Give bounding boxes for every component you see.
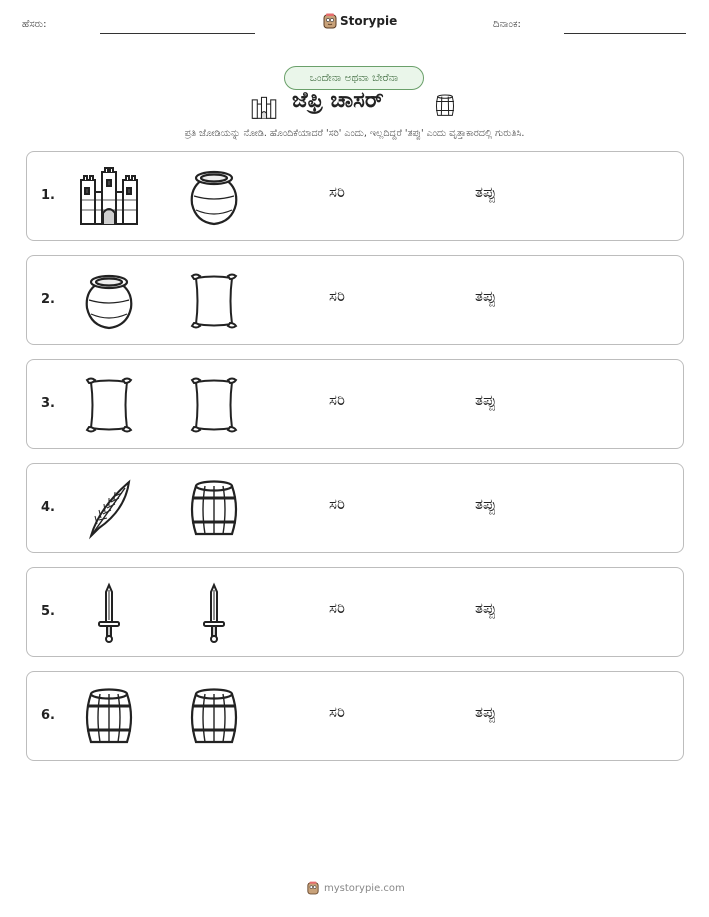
option-correct[interactable]: ಸರಿ: [329, 599, 345, 617]
storypie-mascot-icon: [307, 881, 319, 895]
barrel-icon: [77, 686, 141, 748]
question-number: 3.: [41, 396, 55, 411]
barrel-icon: [182, 686, 246, 748]
barrel-icon: [182, 478, 246, 540]
option-correct[interactable]: ಸರಿ: [329, 703, 345, 721]
scroll-icon: [77, 374, 141, 436]
footer-url: mystorypie.com: [324, 882, 405, 894]
option-wrong[interactable]: ತಪ್ಪು: [475, 183, 497, 201]
brand-name: Storypie: [340, 14, 398, 28]
option-wrong[interactable]: ತಪ್ಪು: [475, 287, 497, 305]
pot-icon: [77, 270, 141, 332]
page-title: ಜೆಫ್ರಿ ಚಾಸರ್: [292, 88, 384, 113]
option-correct[interactable]: ಸರಿ: [329, 287, 345, 305]
question-row: [26, 671, 684, 761]
sword-icon: [182, 582, 246, 644]
question-number: 4.: [41, 500, 55, 515]
option-wrong[interactable]: ತಪ್ಪು: [475, 703, 497, 721]
footer: [307, 881, 405, 895]
name-line[interactable]: [100, 33, 255, 34]
question-row: [26, 463, 684, 553]
option-wrong[interactable]: ತಪ್ಪು: [475, 391, 497, 409]
instructions: ಪ್ರತಿ ಜೋಡಿಯನ್ನು ನೋಡಿ. ಹೊಂದಿಕೆಯಾದರೆ 'ಸರಿ' ಎಂದು, ಇಲ್ಲದಿದ್ದರೆ 'ತಪ್ಪು' ಎಂದು ವೃತ್ತಾಕಾರದಲ್ಲಿ ಗುರುತಿಸಿ.: [184, 128, 525, 139]
option-wrong[interactable]: ತಪ್ಪು: [475, 495, 497, 513]
castle-icon: [249, 94, 279, 120]
option-wrong[interactable]: ತಪ್ಪು: [475, 599, 497, 617]
feather-icon: [77, 478, 141, 540]
date-label: ದಿನಾಂಕ:: [493, 19, 521, 30]
name-label: ಹೆಸರು:: [22, 19, 47, 30]
sword-icon: [77, 582, 141, 644]
question-row: [26, 359, 684, 449]
barrel-icon: [432, 91, 458, 121]
date-line[interactable]: [564, 33, 686, 34]
option-correct[interactable]: ಸರಿ: [329, 391, 345, 409]
castle-icon: [77, 166, 141, 228]
question-row: [26, 151, 684, 241]
pot-icon: [182, 166, 246, 228]
scroll-icon: [182, 270, 246, 332]
question-row: [26, 567, 684, 657]
option-correct[interactable]: ಸರಿ: [329, 183, 345, 201]
brand-logo: [323, 13, 397, 29]
storypie-mascot-icon: [323, 13, 337, 29]
question-number: 6.: [41, 708, 55, 723]
question-number: 1.: [41, 188, 55, 203]
worksheet-type-badge: ಒಂದೇನಾ ಅಥವಾ ಬೇರೆನಾ: [284, 66, 424, 90]
question-row: [26, 255, 684, 345]
question-number: 5.: [41, 604, 55, 619]
question-number: 2.: [41, 292, 55, 307]
option-correct[interactable]: ಸರಿ: [329, 495, 345, 513]
scroll-icon: [182, 374, 246, 436]
